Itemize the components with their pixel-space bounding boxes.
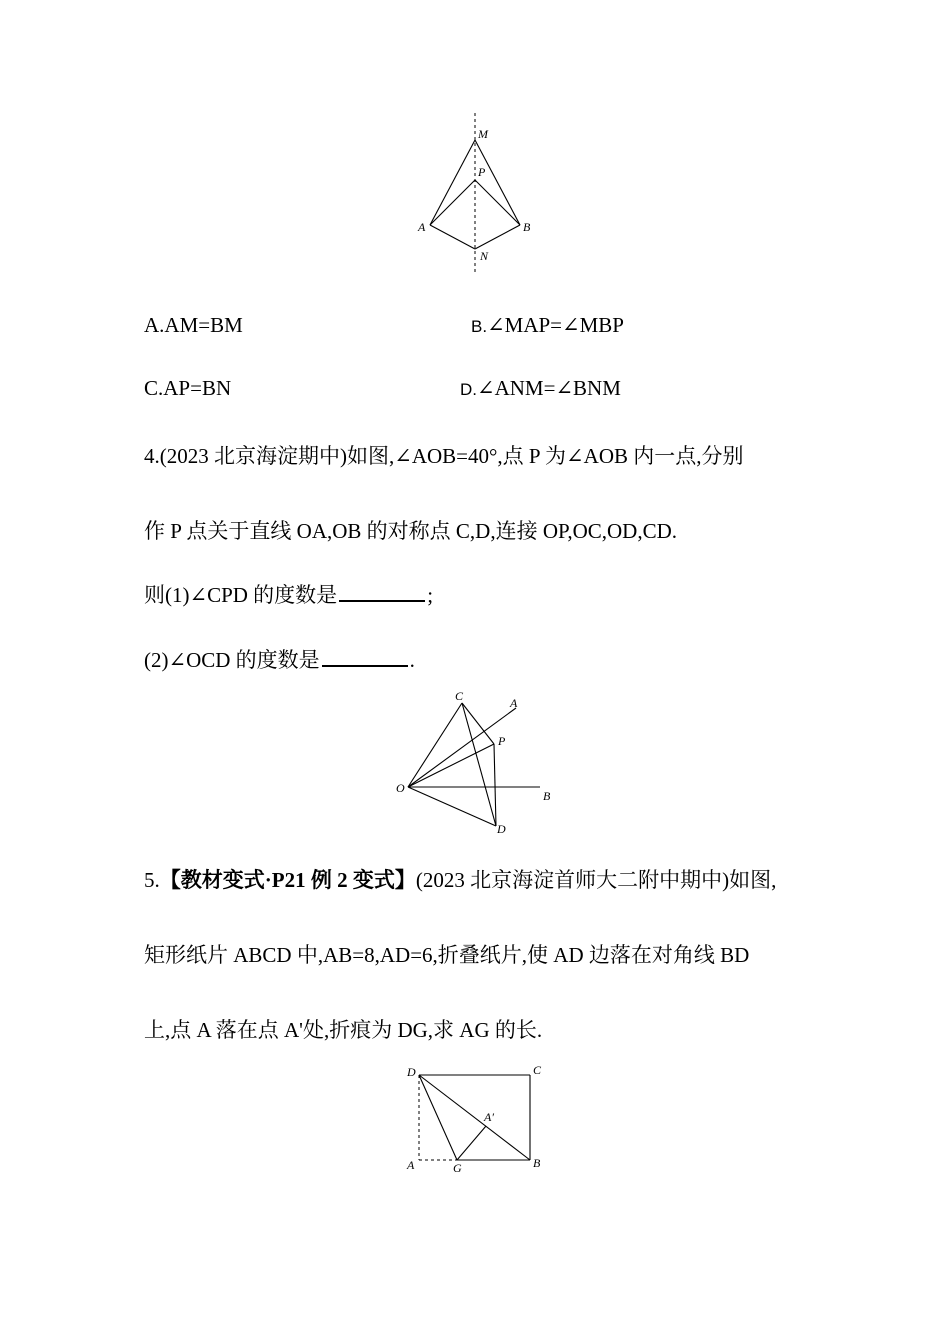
crease-dg [419, 1075, 457, 1160]
option-b-text: ∠MAP=∠MBP [487, 313, 624, 337]
option-a-label: A. [144, 313, 165, 337]
label-a-corner: A [407, 1158, 415, 1172]
option-c-text: AP=BN [163, 376, 232, 400]
label-c: C [455, 689, 464, 703]
label-o: O [396, 781, 405, 795]
q5-number: 5. [144, 868, 160, 892]
label-a-prime: A′ [484, 1110, 494, 1124]
q5-line-3: 上,点 A 落在点 A'处,折痕为 DG,求 AG 的长. [144, 1018, 543, 1042]
option-a-text: AM=BM [164, 313, 243, 337]
q5-source: (2023 北京海淀首师大二附中期中)如图, [415, 868, 777, 892]
label-p: P [478, 165, 486, 179]
label-g: G [453, 1161, 462, 1175]
diagonal-db [419, 1075, 530, 1160]
q4-part2-text: (2)∠OCD 的度数是 [144, 648, 320, 672]
option-d-text: ∠ANM=∠BNM [477, 376, 621, 400]
label-b: B [523, 220, 531, 234]
q5-tag: 【教材变式·P21 例 2 变式】 [159, 868, 416, 892]
label-a-ray: A [510, 696, 518, 710]
option-b-label: B. [471, 317, 488, 336]
option-c-label: C. [144, 376, 164, 400]
label-d: D [497, 822, 506, 836]
q4-line-1: 4.(2023 北京海淀期中)如图,∠AOB=40°,点 P 为∠AOB 内一点,分别 [144, 444, 744, 468]
label-b-ray: B [543, 789, 551, 803]
label-a: A [418, 220, 426, 234]
label-c-corner: C [533, 1063, 542, 1077]
q4-part2-end: . [409, 648, 415, 672]
q4-part1-text: 则(1)∠CPD 的度数是 [144, 583, 338, 607]
label-d-corner: D [407, 1065, 416, 1079]
label-m: M [478, 127, 488, 141]
q4-line-2: 作 P 点关于直线 OA,OB 的对称点 C,D,连接 OP,OC,OD,CD. [144, 519, 678, 543]
q4-part1-end: ; [427, 583, 434, 607]
label-n: N [480, 249, 489, 263]
label-b-corner: B [533, 1156, 541, 1170]
label-p-point: P [498, 734, 506, 748]
option-d-label: D. [460, 380, 477, 399]
q5-line-2: 矩形纸片 ABCD 中,AB=8,AD=6,折叠纸片,使 AD 边落在对角线 BD [144, 943, 750, 967]
segment-ga2 [457, 1126, 486, 1160]
